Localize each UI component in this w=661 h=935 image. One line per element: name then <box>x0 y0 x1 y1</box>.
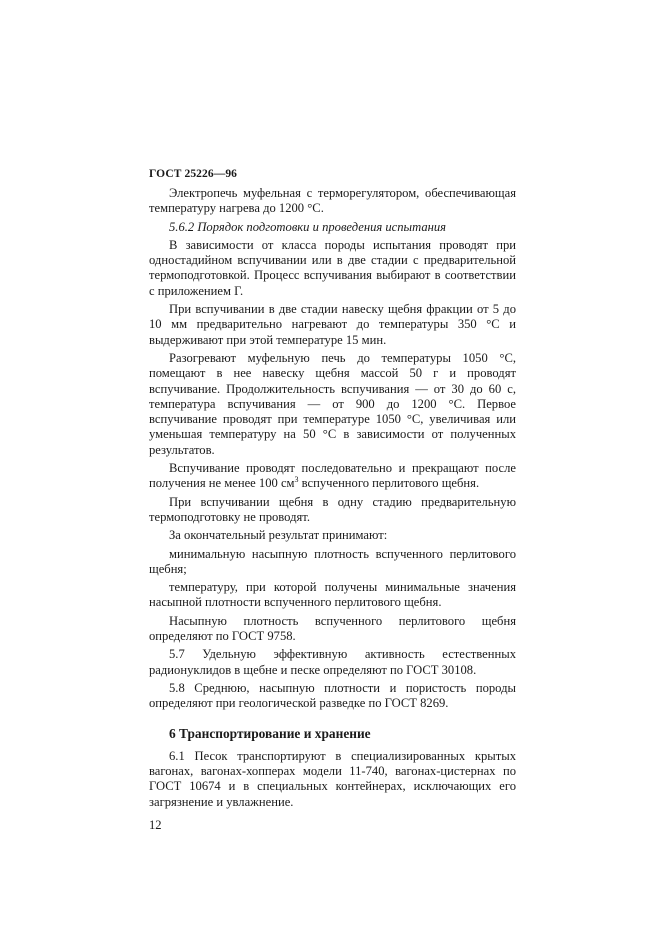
paragraph-5-7: 5.7 Удельную эффективную активность естественных радионуклидов в щебне и песке определяют по ГОСТ 30108. <box>149 647 516 677</box>
document-header: ГОСТ 25226—96 <box>149 168 238 180</box>
paragraph-one-stage: При вспучивании щебня в одну стадию предварительную термоподготовку не проводят. <box>149 494 516 524</box>
paragraph-sequential-text: Вспучивание проводят последовательно и прекращают после получения не менее 100 см <box>149 461 516 491</box>
paragraph-electric-furnace: Электропечь муфельная с терморегулятором, обеспечивающая температуру нагрева до 1200 °С. <box>149 186 516 216</box>
paragraph-sequential-expansion <box>149 461 516 492</box>
list-item-temperature: температуру, при которой получены минимальные значения насыпной плотности вспученного перлитового щебня. <box>149 580 516 610</box>
subsection-heading-5-6-2: 5.6.2 Порядок подготовки и проведения испытания <box>169 219 447 234</box>
superscript-cubed: 3 <box>294 475 299 485</box>
page-number: 12 <box>149 817 162 832</box>
paragraph-6-1: 6.1 Песок транспортируют в специализированных крытых вагонах, вагонах-хопперах модели 11-740, вагонах-цистернах по ГОСТ 10674 и в специальных контейнерах, исключающих его загрязнение и увлажнение. <box>149 748 516 809</box>
paragraph-rock-class: В зависимости от класса породы испытания проводят при одностадийном вспучивании или в две стадии с предварительной термоподготовкой. Процесс вспучивания выбирают в соответствии с приложением Г. <box>149 237 516 298</box>
list-item-min-density: минимальную насыпную плотность вспученного перлитового щебня; <box>149 546 516 576</box>
paragraph-furnace-heating: Разогревают муфельную печь до температуры 1050 °С, помещают в нее навеску щебня массой 50 г и проводят вспучивание. Продолжительность вспучивания — от 30 до 60 с, температура вспучивания — от 900 до 1200 °С. Первое вспучивание проводят при температуре 1050 °С, увеличивая или уменьшая температуру на 50 °С в зависимости от полученных результатов. <box>149 350 516 457</box>
paragraph-two-stage: При вспучивании в две стадии навеску щебня фракции от 5 до 10 мм предварительно нагревают до температуры 350 °С и выдерживают при этой температуре 15 мин. <box>149 302 516 347</box>
paragraph-bulk-density: Насыпную плотность вспученного перлитового щебня определяют по ГОСТ 9758. <box>149 613 516 644</box>
section-heading-6: 6 Транспортирование и хранение <box>169 725 371 741</box>
paragraph-sequential-tail: вспученного перлитового щебня. <box>298 476 480 491</box>
page-content <box>149 186 516 836</box>
paragraph-final-result: За окончательный результат принимают: <box>169 528 388 543</box>
paragraph-5-8: 5.8 Среднюю, насыпную плотности и пористость породы определяют при геологической разведке по ГОСТ 8269. <box>149 680 516 711</box>
